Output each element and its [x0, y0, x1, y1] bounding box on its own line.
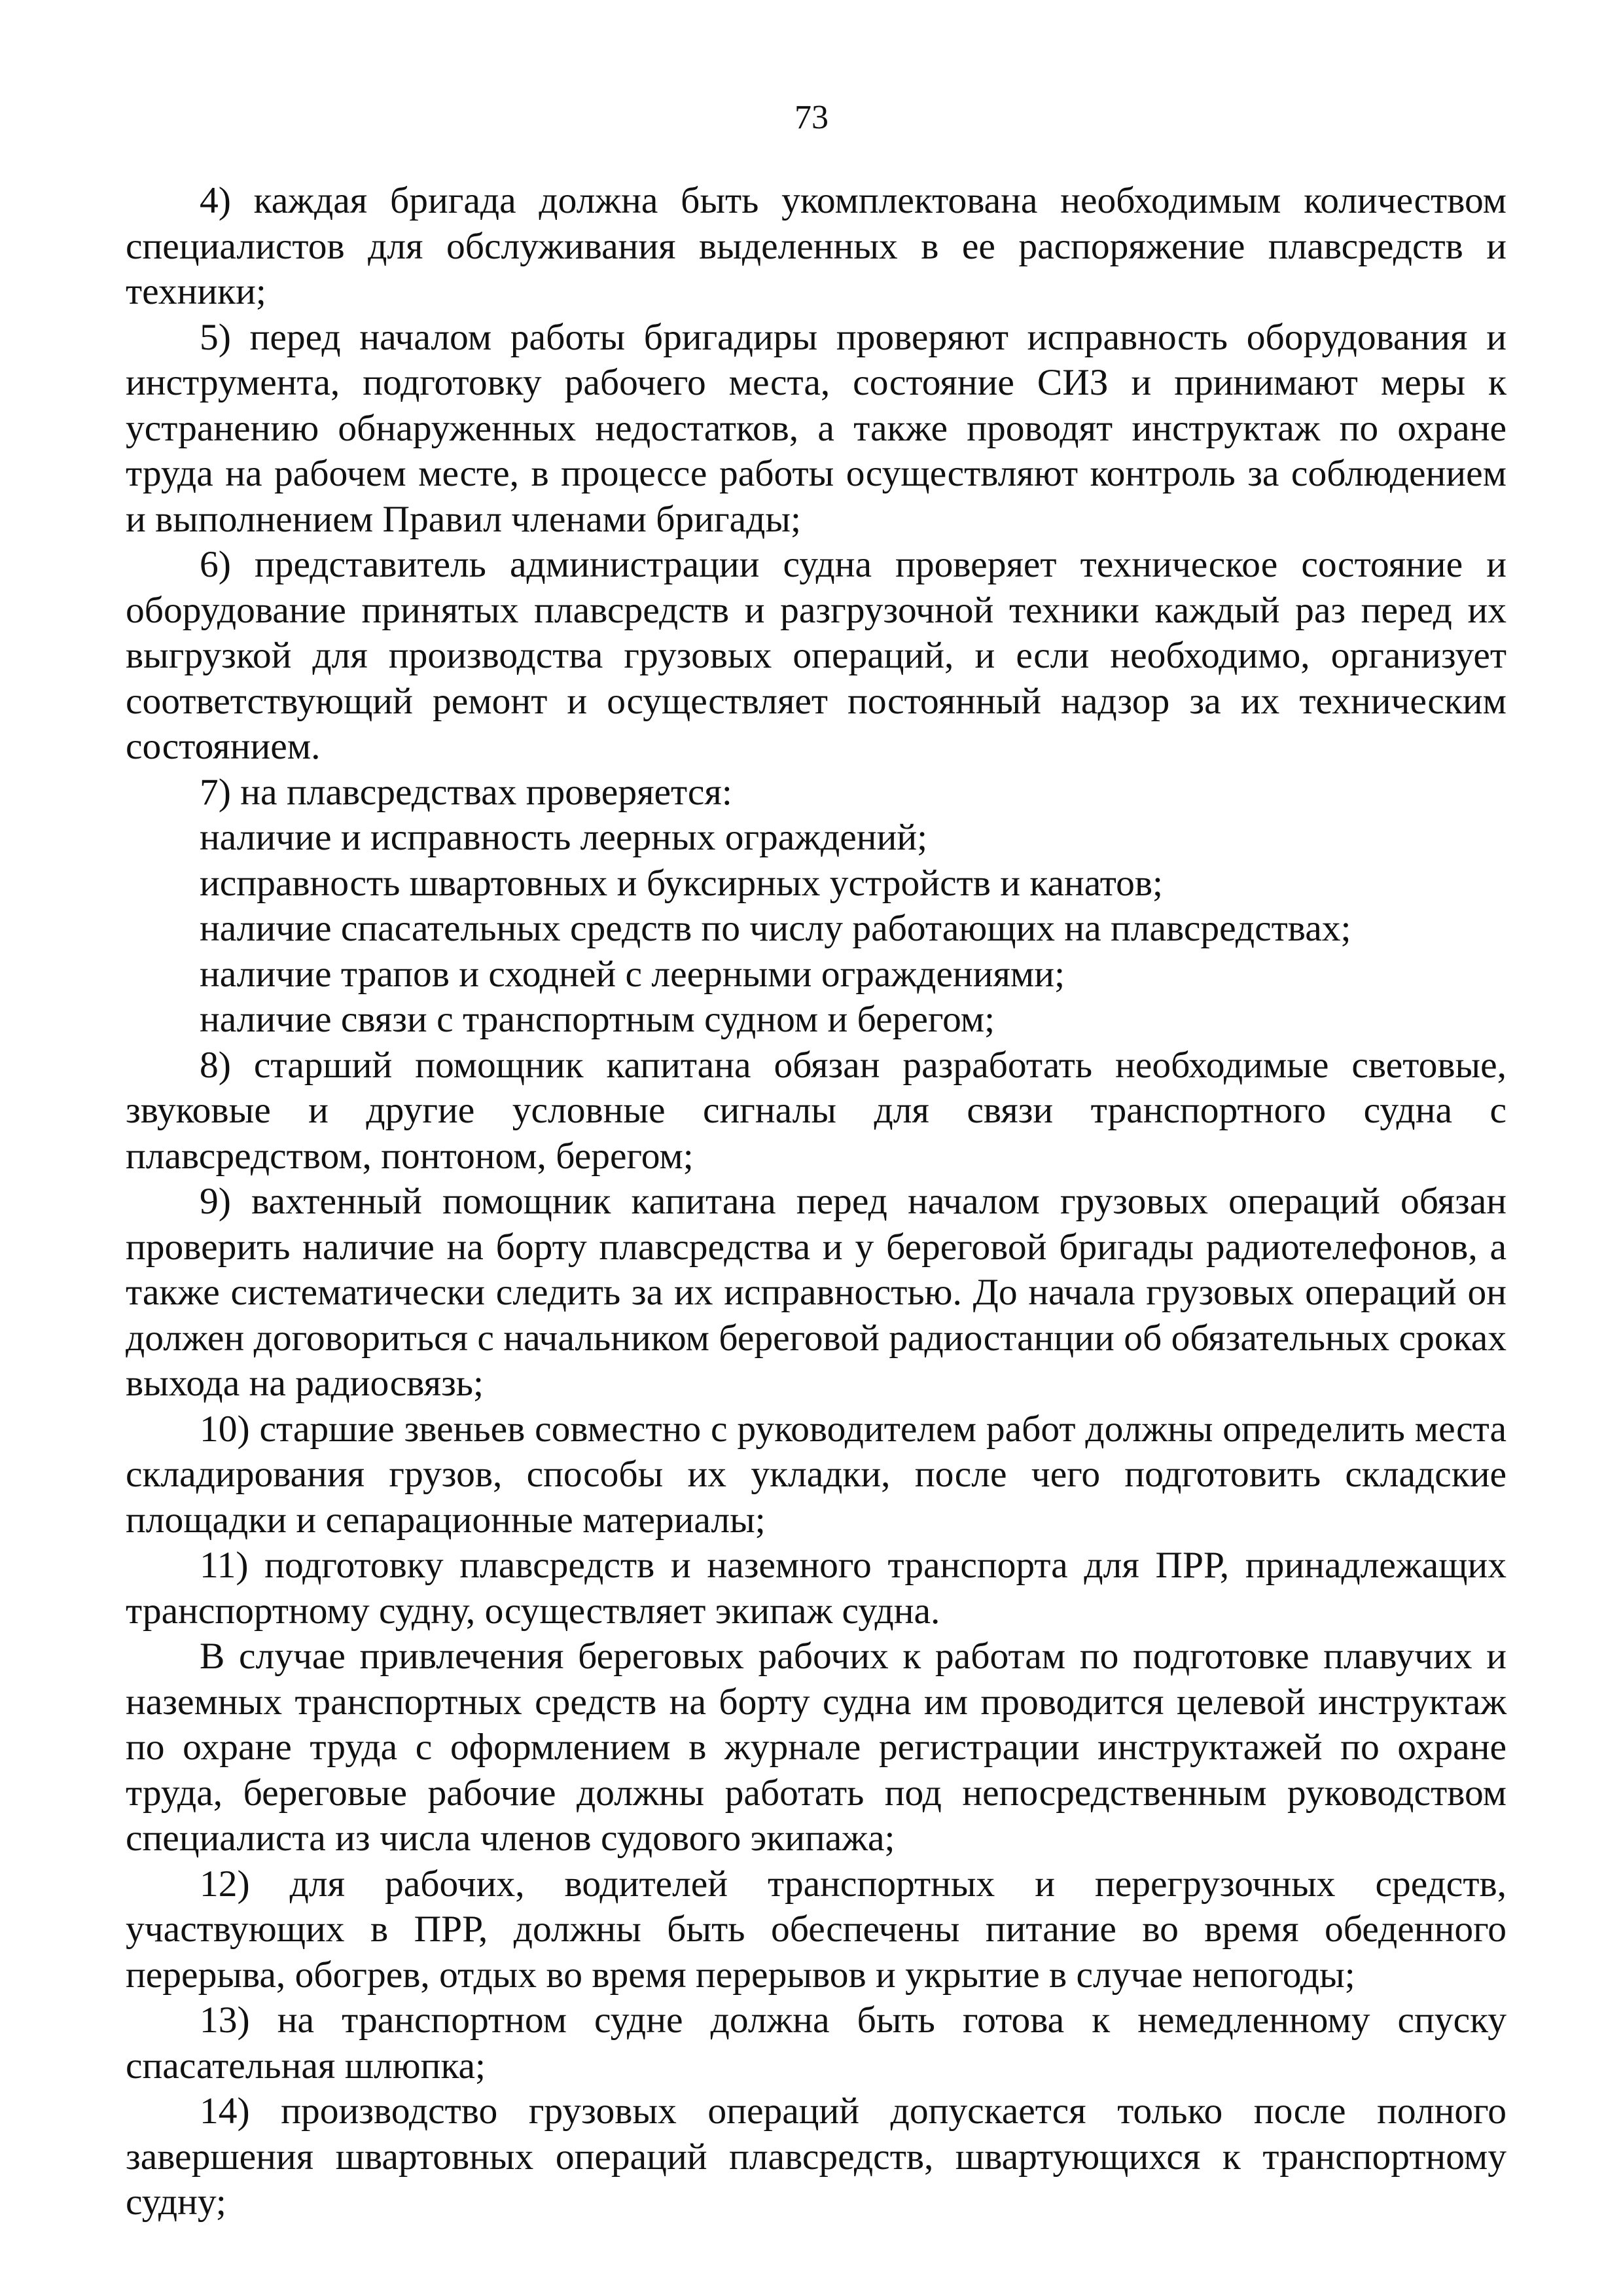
paragraph-item-6: 6) представитель администрации судна проверяет техническое состояние и оборудование принятых плавсредств и разгрузочной техники каждый раз перед их выгрузкой для производства грузовых операций, и если необходимо, организует соответствующий ремонт и осуществляет постоянный надзор за их техническим состоянием. [126, 544, 1507, 767]
paragraph-item-14: 14) производство грузовых операций допускается только после полного завершения швартовных операций плавсредств, швартующихся к транспортному судну; [126, 2090, 1507, 2223]
page-number: 73 [794, 99, 829, 136]
paragraph-item-4: 4) каждая бригада должна быть укомплектована необходимым количеством специалистов для обслуживания выделенных в ее распоряжение плавсредств и техники; [126, 180, 1507, 312]
paragraph-item-10: 10) старшие звеньев совместно с руководителем работ должны определить места складирования грузов, способы их укладки, после чего подготовить складские площадки и сепарационные материалы; [126, 1408, 1507, 1541]
paragraph-item-7: 7) на плавсредствах проверяется: [200, 771, 732, 813]
paragraph-item-11: 11) подготовку плавсредств и наземного транспорта для ПРР, принадлежащих транспортному судну, осуществляет экипаж судна. [126, 1545, 1507, 1632]
checklist-line-railings: наличие и исправность леерных ограждений; [200, 817, 928, 858]
document-body [126, 178, 1507, 2225]
checklist-line-gangways: наличие трапов и сходней с леерными ограждениями; [200, 953, 1065, 995]
checklist-line-mooring: исправность швартовных и буксирных устройств и канатов; [200, 862, 1164, 904]
checklist-line-communication: наличие связи с транспортным судном и берегом; [200, 999, 995, 1040]
paragraph-item-13: 13) на транспортном судне должна быть готова к немедленному спуску спасательная шлюпка; [126, 2000, 1507, 2087]
checklist-line-lifesaving: наличие спасательных средств по числу работающих на плавсредствах; [200, 908, 1351, 949]
paragraph-shore-workers: В случае привлечения береговых рабочих к работам по подготовке плавучих и наземных транспортных средств на борту судна им проводится целевой инструктаж по охране труда с оформлением в журнале регистрации инструктажей по охране труда, береговые рабочие должны работать под непосредственным руководством специалиста из числа членов судового экипажа; [126, 1636, 1507, 1859]
paragraph-item-5: 5) перед началом работы бригадиры проверяют исправность оборудования и инструмента, подготовку рабочего места, состояние СИЗ и принимают меры к устранению обнаруженных недостатков, а также проводят инструктаж по охране труда на рабочем месте, в процессе работы осуществляют контроль за соблюдением и выполнением Правил членами бригады; [126, 316, 1507, 540]
paragraph-item-8: 8) старший помощник капитана обязан разработать необходимые световые, звуковые и другие условные сигналы для связи транспортного судна с плавсредством, понтоном, берегом; [126, 1044, 1507, 1177]
paragraph-item-12: 12) для рабочих, водителей транспортных и перегрузочных средств, участвующих в ПРР, должны быть обеспечены питание во время обеденного перерыва, обогрев, отдых во время перерывов и укрытие в случае непогоды; [126, 1863, 1507, 1996]
paragraph-item-9: 9) вахтенный помощник капитана перед началом грузовых операций обязан проверить наличие на борту плавсредства и у береговой бригады радиотелефонов, а также систематически следить за их исправностью. До начала грузовых операций он должен договориться с начальником береговой радиостанции об обязательных сроках выхода на радиосвязь; [126, 1181, 1507, 1404]
